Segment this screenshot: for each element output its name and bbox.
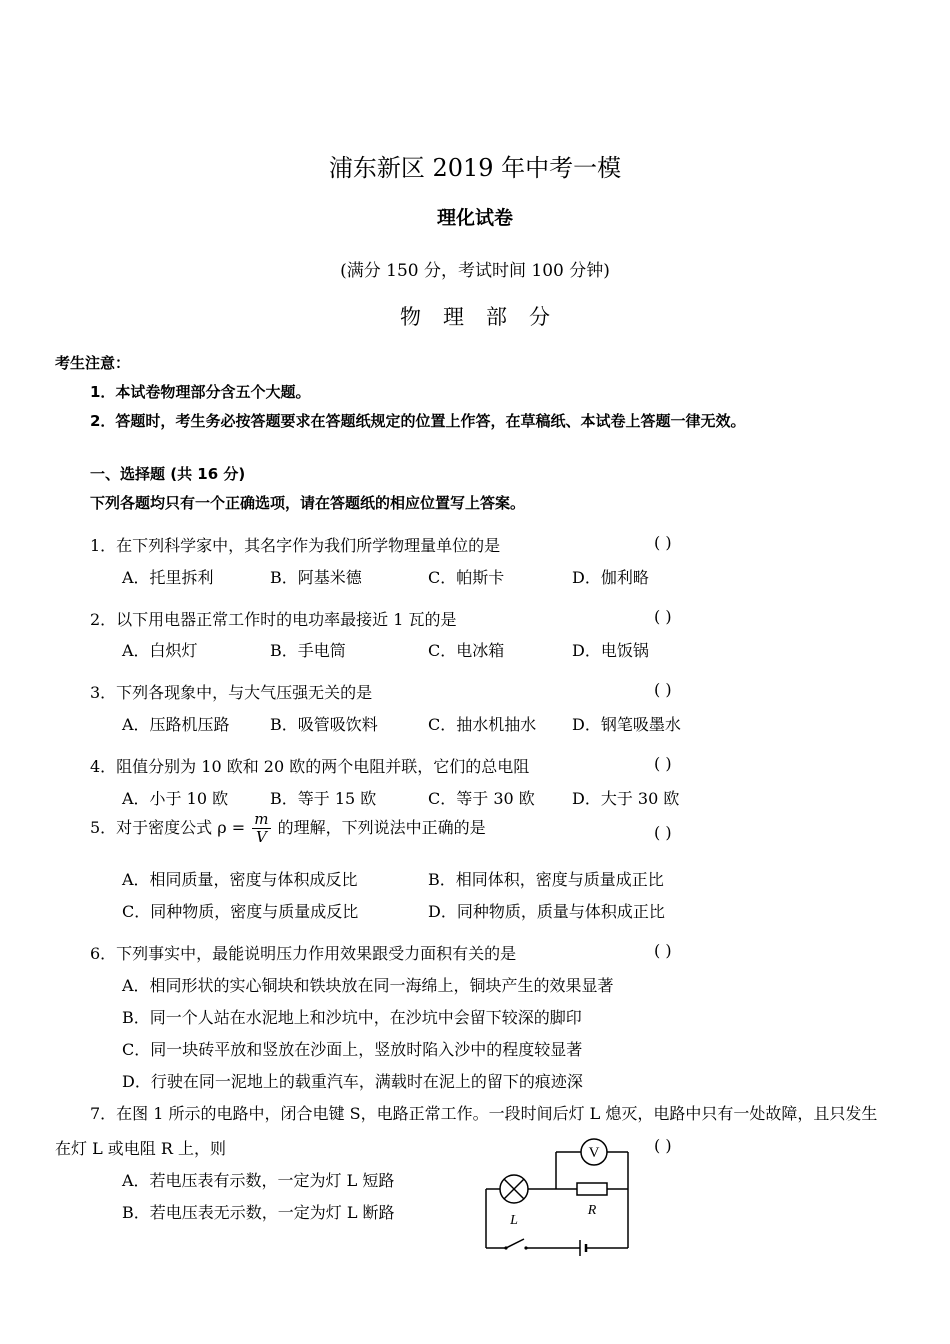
q6-option-b: B．同一个人站在水泥地上和沙坑中，在沙坑中会留下较深的脚印 xyxy=(122,1008,582,1027)
question-1-stem: 1．在下列科学家中，其名字作为我们所学物理量单位的是 xyxy=(90,536,501,555)
section-title: 物理部分 xyxy=(400,305,572,329)
q7-option-b: B．若电压表无示数，一定为灯 L 断路 xyxy=(122,1203,395,1222)
q5-option-b: B．相同体积，密度与质量成正比 xyxy=(428,870,664,889)
q2-option-b: B．手电筒 xyxy=(270,641,346,660)
part1-instruction: 下列各题均只有一个正确选项，请在答题纸的相应位置写上答案。 xyxy=(90,494,526,512)
exam-title: 浦东新区 2019 年中考一模 xyxy=(328,154,622,182)
q1-option-c: C．帕斯卡 xyxy=(428,568,505,587)
q5-option-c: C．同种物质，密度与质量成反比 xyxy=(122,902,359,921)
q6-option-d: D．行驶在同一泥地上的载重汽车，满载时在泥上的留下的痕迹深 xyxy=(122,1072,583,1091)
q4-option-c: C．等于 30 欧 xyxy=(428,789,535,808)
density-formula-fraction xyxy=(252,812,270,845)
q1-option-b: B．阿基米德 xyxy=(270,568,362,587)
q6-option-a: A．相同形状的实心铜块和铁块放在同一海绵上，铜块产生的效果显著 xyxy=(122,976,614,995)
q4-option-a: A．小于 10 欧 xyxy=(122,789,229,808)
q2-option-c: C．电冰箱 xyxy=(428,641,505,660)
lamp-symbol xyxy=(500,1175,528,1203)
question-3-stem: 3．下列各现象中，与大气压强无关的是 xyxy=(90,683,373,702)
question-6-stem: 6．下列事实中，最能说明压力作用效果跟受力面积有关的是 xyxy=(90,944,517,963)
lamp-label: L xyxy=(510,1213,518,1228)
q4-option-d: D．大于 30 欧 xyxy=(572,789,680,808)
q3-option-c: C．抽水机抽水 xyxy=(428,715,537,734)
question-7-stem-line2: 在灯 L 或电阻 R 上，则 xyxy=(55,1139,227,1158)
question-5-stem xyxy=(90,812,486,845)
question-4-stem: 4．阻值分别为 10 欧和 20 欧的两个电阻并联，它们的总电阻 xyxy=(90,757,530,776)
answer-paren: ( ) xyxy=(654,1136,672,1155)
q7-option-a: A．若电压表有示数，一定为灯 L 短路 xyxy=(122,1171,395,1190)
part1-heading: 一、选择题 (共 16 分) xyxy=(90,465,246,483)
q5-option-a: A．相同质量，密度与体积成反比 xyxy=(122,870,358,889)
question-7-stem-line1: 7．在图 1 所示的电路中，闭合电键 S，电路正常工作。一段时间后灯 L 熄灭，电路中只有一处故障，且只发生 xyxy=(90,1104,878,1123)
resistor-label: R xyxy=(587,1203,597,1218)
answer-paren: ( ) xyxy=(654,607,672,626)
switch-contact xyxy=(524,1246,527,1249)
q1-option-a: A．托里拆利 xyxy=(122,568,214,587)
q6-option-c: C．同一块砖平放和竖放在沙面上，竖放时陷入沙中的程度较显著 xyxy=(122,1040,583,1059)
exam-score-time-note: (满分 150 分，考试时间 100 分钟) xyxy=(340,261,610,281)
question-2-stem: 2．以下用电器正常工作时的电功率最接近 1 瓦的是 xyxy=(90,610,457,629)
exam-subtitle: 理化试卷 xyxy=(436,207,513,229)
q5-stem-prefix: 5．对于密度公式 ρ = xyxy=(90,818,246,837)
q3-option-a: A．压路机压路 xyxy=(122,715,230,734)
voltmeter-label: V xyxy=(588,1145,600,1161)
answer-paren: ( ) xyxy=(654,533,672,552)
answer-paren: ( ) xyxy=(654,754,672,773)
formula-numerator: m xyxy=(254,810,269,828)
q2-option-d: D．电饭锅 xyxy=(572,641,649,660)
q3-option-b: B．吸管吸饮料 xyxy=(270,715,378,734)
circuit-diagram xyxy=(480,1132,640,1257)
answer-paren: ( ) xyxy=(654,941,672,960)
q2-option-a: A．白炽灯 xyxy=(122,641,198,660)
q5-stem-suffix: 的理解，下列说法中正确的是 xyxy=(277,818,486,837)
notice-item-2: 2．答题时，考生务必按答题要求在答题纸规定的位置上作答，在草稿纸、本试卷上答题一律无效。 xyxy=(90,412,746,430)
q4-option-b: B．等于 15 欧 xyxy=(270,789,377,808)
formula-denominator: V xyxy=(255,828,267,846)
q3-option-d: D．钢笔吸墨水 xyxy=(572,715,681,734)
q1-option-d: D．伽利略 xyxy=(572,568,649,587)
answer-paren: ( ) xyxy=(654,823,672,842)
q5-option-d: D．同种物质，质量与体积成正比 xyxy=(428,902,665,921)
switch-contact xyxy=(504,1246,507,1249)
notice-item-1: 1．本试卷物理部分含五个大题。 xyxy=(90,383,311,401)
answer-paren: ( ) xyxy=(654,680,672,699)
resistor-symbol xyxy=(577,1183,607,1195)
notice-heading: 考生注意： xyxy=(55,354,131,372)
